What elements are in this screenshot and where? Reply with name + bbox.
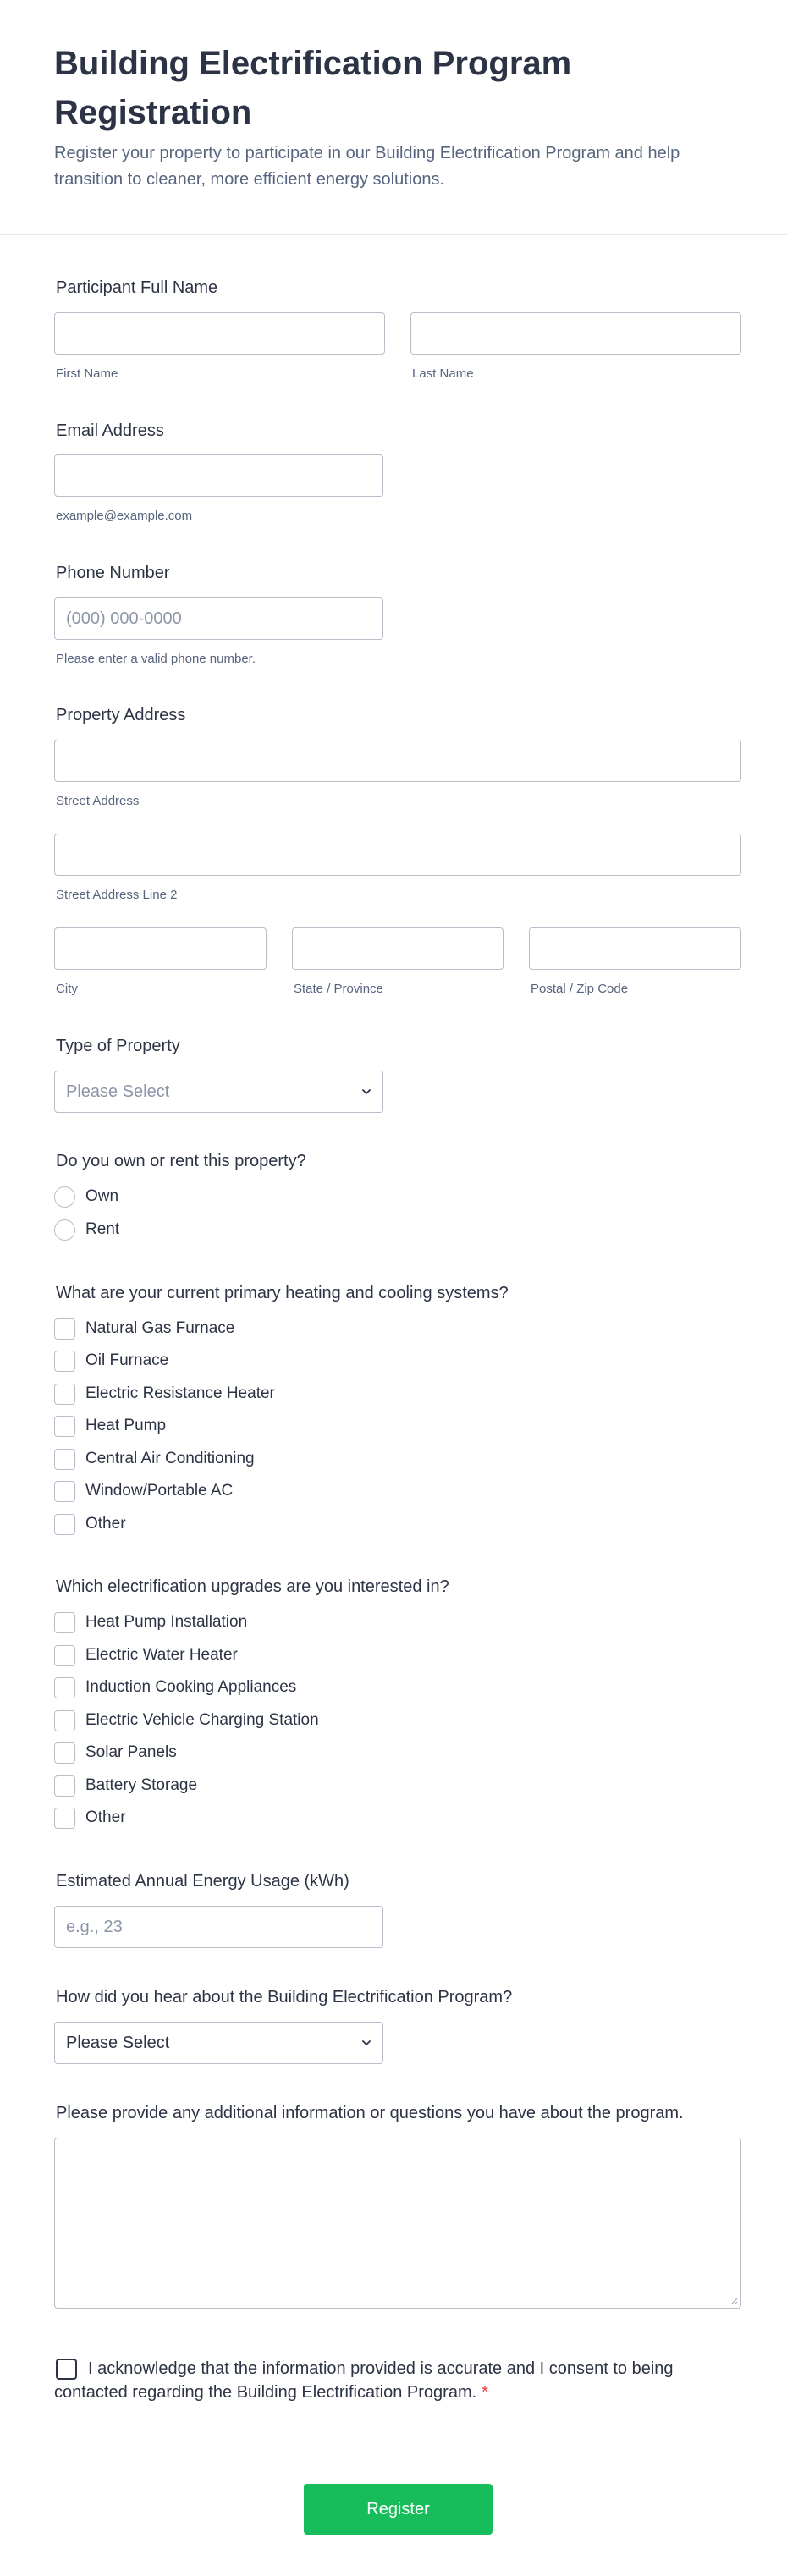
- email-input[interactable]: [54, 454, 383, 497]
- checkbox-electric-resistance-heater[interactable]: [54, 1383, 275, 1405]
- additional-info-textarea[interactable]: [54, 2138, 741, 2309]
- full-name-label: Participant Full Name: [56, 278, 218, 297]
- street-address-line2-sublabel: Street Address Line 2: [56, 888, 178, 902]
- checkbox-label: Natural Gas Furnace: [85, 1319, 235, 1337]
- checkbox-label: Other: [85, 1808, 126, 1826]
- property-type-select[interactable]: [54, 1071, 383, 1113]
- chevron-down-icon: [361, 2038, 371, 2048]
- street-address-input[interactable]: [54, 740, 741, 782]
- street-address-line2-input[interactable]: [54, 834, 741, 876]
- street-address-sublabel: Street Address: [56, 794, 140, 808]
- checkbox-heat-pump-installation[interactable]: [54, 1611, 247, 1633]
- additional-info-label: Please provide any additional information or questions you have about the program.: [56, 2104, 684, 2122]
- checkbox-box[interactable]: [54, 1645, 75, 1666]
- checkbox-label: Window/Portable AC: [85, 1482, 234, 1500]
- checkbox-label: Induction Cooking Appliances: [85, 1678, 297, 1696]
- property-type-value: Please Select: [66, 1082, 170, 1101]
- phone-sublabel: Please enter a valid phone number.: [56, 652, 256, 666]
- checkbox-label: Central Air Conditioning: [85, 1450, 255, 1467]
- first-name-input[interactable]: [54, 312, 385, 355]
- radio-own[interactable]: [54, 1186, 118, 1208]
- checkbox-label: Heat Pump Installation: [85, 1613, 248, 1631]
- checkbox-oil-furnace[interactable]: [54, 1350, 168, 1372]
- checkbox-induction-cooking[interactable]: [54, 1676, 296, 1698]
- energy-usage-label: Estimated Annual Energy Usage (kWh): [56, 1872, 349, 1891]
- page-subtitle: Register your property to participate in our Building Electrification Program and help transition to cleaner, more efficient energy solutions.: [54, 144, 680, 189]
- checkbox-label: Oil Furnace: [85, 1351, 169, 1369]
- first-name-sublabel: First Name: [56, 366, 118, 381]
- checkbox-box[interactable]: [54, 1384, 75, 1405]
- page-title: Building Electrification Program Registration: [54, 45, 572, 131]
- email-label: Email Address: [56, 421, 164, 440]
- checkbox-box[interactable]: [54, 1514, 75, 1535]
- checkbox-box[interactable]: [54, 1677, 75, 1698]
- checkbox-box[interactable]: [54, 1416, 75, 1437]
- checkbox-box[interactable]: [54, 1449, 75, 1470]
- referral-label: How did you hear about the Building Electrification Program?: [56, 1988, 513, 2006]
- checkbox-solar-panels[interactable]: [54, 1742, 177, 1764]
- city-input[interactable]: [54, 927, 267, 970]
- zip-input[interactable]: [529, 927, 741, 970]
- radio-circle[interactable]: [54, 1219, 75, 1241]
- checkbox-box[interactable]: [54, 1808, 75, 1829]
- last-name-input[interactable]: [410, 312, 741, 355]
- address-label: Property Address: [56, 706, 186, 724]
- register-button[interactable]: Register: [304, 2484, 493, 2535]
- radio-rent[interactable]: [54, 1219, 119, 1241]
- email-sublabel: example@example.com: [56, 509, 193, 523]
- checkbox-box[interactable]: [54, 1318, 75, 1340]
- checkbox-upgrades-other[interactable]: [54, 1807, 126, 1829]
- referral-select[interactable]: [54, 2022, 383, 2064]
- checkbox-box[interactable]: [54, 1742, 75, 1764]
- checkbox-label: Electric Resistance Heater: [85, 1384, 275, 1402]
- property-type-label: Type of Property: [56, 1037, 180, 1055]
- consent-text: [54, 2357, 723, 2404]
- checkbox-label: Solar Panels: [85, 1743, 177, 1761]
- checkbox-box[interactable]: [54, 1612, 75, 1633]
- radio-circle[interactable]: [54, 1186, 75, 1208]
- energy-usage-input[interactable]: [54, 1906, 383, 1948]
- own-rent-label: Do you own or rent this property?: [56, 1152, 306, 1170]
- checkbox-box[interactable]: [54, 1351, 75, 1372]
- checkbox-box[interactable]: [54, 1481, 75, 1502]
- referral-value: Please Select: [66, 2033, 170, 2052]
- heating-label: What are your current primary heating and cooling systems?: [56, 1284, 509, 1302]
- checkbox-heat-pump[interactable]: [54, 1415, 166, 1437]
- checkbox-label: Battery Storage: [85, 1776, 198, 1794]
- checkbox-window-portable-ac[interactable]: [54, 1480, 233, 1502]
- checkbox-battery-storage[interactable]: [54, 1775, 197, 1797]
- checkbox-box[interactable]: [54, 1775, 75, 1797]
- checkbox-label: Other: [85, 1515, 126, 1533]
- phone-input[interactable]: [54, 597, 383, 640]
- state-sublabel: State / Province: [294, 982, 383, 996]
- zip-sublabel: Postal / Zip Code: [531, 982, 629, 996]
- required-asterisk: *: [482, 2383, 488, 2402]
- form-header: [0, 0, 787, 235]
- last-name-sublabel: Last Name: [412, 366, 474, 381]
- checkbox-natural-gas-furnace[interactable]: [54, 1318, 234, 1340]
- checkbox-box[interactable]: [54, 1710, 75, 1731]
- checkbox-electric-water-heater[interactable]: [54, 1644, 238, 1666]
- phone-label: Phone Number: [56, 564, 170, 582]
- checkbox-heating-other[interactable]: [54, 1513, 126, 1535]
- radio-label: Own: [85, 1187, 119, 1205]
- checkbox-ev-charging[interactable]: [54, 1709, 319, 1731]
- checkbox-label: Electric Water Heater: [85, 1646, 238, 1664]
- upgrades-label: Which electrification upgrades are you interested in?: [56, 1577, 449, 1596]
- consent-label: I acknowledge that the information provided is accurate and I consent to being contacted regarding the Building Electrification Program.: [54, 2359, 674, 2402]
- resize-grip-icon[interactable]: [730, 2298, 738, 2305]
- city-sublabel: City: [56, 982, 78, 996]
- checkbox-central-air[interactable]: [54, 1448, 255, 1470]
- chevron-down-icon: [361, 1087, 371, 1097]
- checkbox-label: Heat Pump: [85, 1417, 167, 1434]
- state-input[interactable]: [292, 927, 504, 970]
- checkbox-label: Electric Vehicle Charging Station: [85, 1711, 319, 1729]
- radio-label: Rent: [85, 1220, 120, 1238]
